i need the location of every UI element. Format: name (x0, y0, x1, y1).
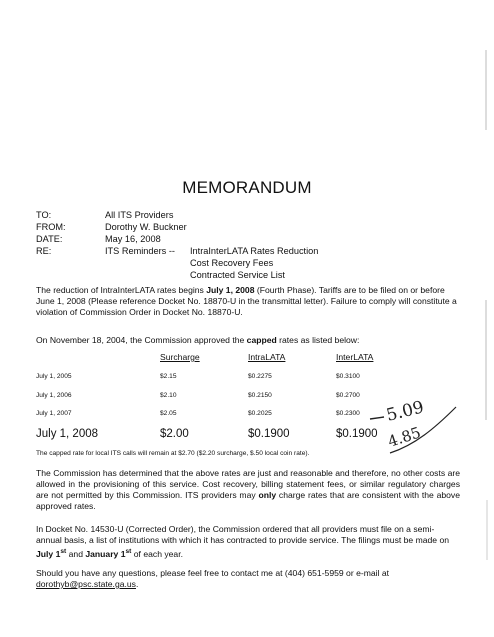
para1-date: July 1, 2008 (206, 285, 255, 295)
row-surcharge: $2.00 (160, 428, 189, 440)
row-interlata: $0.1900 (336, 428, 378, 440)
handwritten-number-1: 5.09 (384, 397, 426, 426)
para5-end: . (135, 579, 139, 589)
row-intralata: $0.1900 (248, 428, 290, 440)
re-label: RE: (36, 246, 52, 256)
row-interlata: $0.3100 (336, 373, 360, 380)
col-header-intralata: IntraLATA (248, 352, 286, 362)
para5-text: Should you have any questions, please feel free to contact me at (404) 651-5959 or e-mail at (36, 568, 390, 578)
para3-text-b: charge rates that are consistent with the above approved rates. (36, 490, 460, 511)
para4-text-end: of each year. (131, 548, 183, 559)
handwritten-number-2: 4.85 (385, 423, 424, 451)
para2-bold: capped (246, 335, 277, 345)
to-label: TO: (36, 210, 52, 220)
col-header-surcharge: Surcharge (160, 352, 200, 362)
to-value: All ITS Providers (105, 210, 174, 220)
re-item: Cost Recovery Fees (190, 258, 274, 268)
row-date: July 1, 2006 (36, 392, 72, 399)
re-value: ITS Reminders -- (105, 246, 175, 256)
para4-text-mid: and (66, 548, 86, 559)
from-label: FROM: (36, 222, 66, 232)
row-intralata: $0.2275 (248, 373, 272, 380)
row-intralata: $0.2150 (248, 392, 272, 399)
capped-rate-note: The capped rate for local ITS calls will remain at $2.70 ($2.20 surcharge, $.50 local coin rate). (36, 450, 310, 457)
row-surcharge: $2.05 (160, 410, 177, 417)
row-surcharge: $2.15 (160, 373, 177, 380)
para1-text-a: The reduction of IntraInterLATA rates begins (36, 285, 207, 295)
row-interlata: $0.2700 (336, 392, 360, 399)
date-value: May 16, 2008 (105, 234, 161, 244)
para2-text-b: rates as listed below: (276, 335, 360, 345)
contact-email-link[interactable]: dorothyb@psc.state.ga.us (36, 579, 136, 589)
date-label: DATE: (36, 234, 63, 244)
para4-date-2-text: January 1 (85, 548, 126, 559)
para4-date-1-text: July 1 (36, 548, 61, 559)
para4-ordinal-2: st (125, 548, 132, 555)
para3-bold: only (258, 490, 277, 500)
row-interlata: $0.2300 (336, 410, 360, 417)
row-date: July 1, 2007 (36, 410, 72, 417)
re-item: IntraInterLATA Rates Reduction (190, 246, 319, 256)
row-surcharge: $2.10 (160, 392, 177, 399)
para4-text-a: In Docket No. 14530-U (Corrected Order), the Commission ordered that all providers must file on a semi-annual basis, a list of institutions with which it has contracted to provide service. The filings must be made on (36, 524, 450, 545)
col-header-interlata: InterLATA (336, 352, 374, 362)
row-date: July 1, 2008 (36, 428, 99, 440)
para1-text-b: (Fourth Phase). Tariffs are to be filed on or before June 1, 2008 (Please reference Docket No. 18870-U in the transmittal letter). Failure to comply will constitute a violation of Commission Order in Docket No. 18870-U. (36, 285, 457, 317)
row-date: July 1, 2005 (36, 373, 72, 380)
para4-ordinal-1: st (60, 548, 67, 555)
memo-title: MEMORANDUM (182, 178, 312, 197)
row-intralata: $0.2025 (248, 410, 272, 417)
re-item: Contracted Service List (190, 270, 285, 280)
para2-text-a: On November 18, 2004, the Commission approved the (36, 335, 247, 345)
para3-text-a: The Commission has determined that the above rates are just and reasonable and therefore, no other costs are allowed in the provisioning of this service. Cost recovery, billing statement fees, or similar regulatory charges are not permitted by this Commission. ITS providers may (36, 468, 460, 500)
from-value: Dorothy W. Buckner (105, 222, 187, 232)
